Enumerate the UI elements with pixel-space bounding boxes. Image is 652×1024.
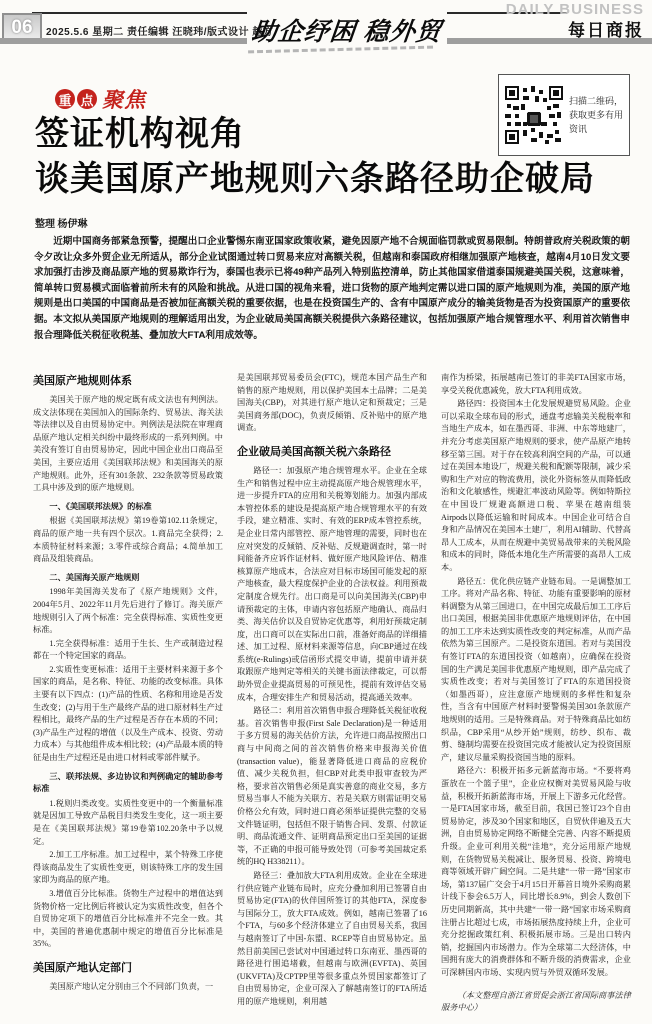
sub-heading: 二、美国海关原产地规则	[49, 572, 140, 582]
source-note: （本文整理自浙江省贸促会浙江省国际商事法律服务中心）	[441, 990, 631, 1013]
header-bar-left	[0, 38, 247, 44]
column-3	[441, 372, 631, 1022]
paragraph: 路径五：优化供应链产业链布局。一是调整加工工序。将对产品名称、特征、功能有重要影响的原材料调整为从第三国进口，在中国完成最后加工工序后出口美国，根据美国非优惠原产地规则评估，在中国的加工工序未达到实质性改变的判定标准，从而产品依然为第三国原产。二是投资东道国。若对与美国没有签订FTA的东道国投资（如越南），应确保在投资国的生产满足美国非优惠原产地规则，即产品完成了实质性改变；若对与美国签订了FTA的东道国投资（如墨西哥），应注意原产地规则的多样性和复杂性，当含有中国原产材料时要警惕美国301条款原产地规则的适用。三是特殊商品。对于特殊商品比如纺织品，CBP采用“从纱开始”规则，纺纱、织布、裁剪、缝制均需要在投资国完成才能被认定为投资国原产，建议尽量采购投资国当地的原料。	[441, 576, 631, 762]
sub-heading: 三、联邦法规、多边协议和判例确定的辅助参考标准	[33, 771, 223, 794]
qr-caption: 扫描二维码，获取更多有用资讯	[569, 96, 624, 134]
paragraph: 1.税则归类改变。实质性变更中的一个衡量标准就是因加工导致产品税目归类发生变化，这一项主要是在《美国联邦法规》第19卷第102.20条中予以规定。	[33, 798, 223, 846]
headline-line2: 谈美国原产地规则六条路径助企破局	[35, 160, 595, 198]
paragraph-continued: 南作为桥梁，拓展越南已签订的非美FTA国家市场，享受关税优惠减免，放大FTA利用成效。	[441, 373, 631, 395]
paragraph: 1.完全获得标准：适用于生长、生产或制造过程都在一个特定国家的商品。	[33, 638, 223, 661]
column-1	[33, 372, 223, 1022]
paragraph: 3.增值百分比标准。货物生产过程中的增值达到货物价格一定比例后将被认定为实质性改变，但各个自贸协定项下的增值百分比标准并不完全一致。其中，美国的普遍优惠制中规定的增值百分比标准是35%。	[33, 888, 223, 949]
paragraph: 美国原产地认定分别由三个不同部门负责，一	[49, 981, 214, 991]
tag-badge-2: 点	[77, 89, 97, 109]
section-heading: 美国原产地规则体系	[33, 375, 132, 387]
column-2	[237, 372, 427, 1022]
masthead-english: DAILY BUSINESS	[505, 1, 644, 18]
paragraph: 路径六：积极开拓多元新蓝海市场。“不要将鸡蛋放在一个篮子里”，企业应权衡对美贸易风险与收益，积极开拓新蓝海市场，开展上下游多元化经营。一是FTA国家市场，截至目前，我国已签订23个自由贸易协定，涉及30个国家和地区，自贸伙伴遍及五大洲，自由贸易协定网络不断健全完善、内容不断提质升级。企业可利用关税“洼地”，充分运用原产地规则，在货物贸易关税减让、服务贸易、投资、跨境电商等领域开辟广阔空间。二是共建“一带一路”国家市场，第137届广交会于4月15日开幕首日境外采购商累计线下参会6.5万人，同比增长8.9%，到会人数创下历史同期新高，其中共建“一带一路”国家市场采购商注册占比超过七成，市场拓展热度持续上升，企业可充分挖掘政策红利、积极拓展市场。三是出口转内销，挖掘国内市场潜力。作为全球第二大经济体，中国拥有庞大的消费群体和不断升级的消费需求，企业可深耕国内市场、实现内贸与外贸双循环发展。	[441, 766, 631, 977]
section-heading: 企业破局美国高额关税六条路径	[237, 445, 391, 458]
paragraph: 路径二：利用首次销售申报合理降低关税征收税基。首次销售申报(First Sale Declaration)是一种适用于多方贸易的海关估价方法，允许进口商品按照出口商与中间商之间的首次销售价格来申报海关价值(transaction value)，能显著降低进口商品的应税价值、减少关税负担，但CBP对此类申报审查较为严格，要求首次销售必须是真实善意的商业交易，多方贸易当事人不能为关联方、若是关联方则需证明交易价格公允有效，同时进口商必须举证提供完整的交易文件链证明，包括但不限于销售合同、发票、付款证明、商品流通文件、证明商品预定出口至美国的证据等，不正确的申报可能导致处罚（可参考美国裁定系统的HQ H338211）。	[237, 706, 427, 867]
campaign-banner: 助企纾困 稳外贸	[250, 18, 444, 46]
masthead-chinese: 每日商报	[568, 21, 644, 40]
paragraph: 美国关于原产地的规定既有成文法也有判例法。成文法体现在美国加入的国际条约、贸易法、海关法等法律以及自由贸易协定中。判例法是法院在审理商品原产地认定相关纠纷中最终形成的一系列判例。中美没有签订自由贸易协定，因此中国企业出口商品至美国，主要应适用《美国联邦法规》和美国海关的原产地规则。此外，还有301条款、232条款等贸易政策工具中涉及到的原产地规则。	[33, 395, 223, 493]
page-number: 06	[2, 13, 42, 43]
paragraph-continued: 是美国联邦贸易委员会(FTC)，规范本国产品生产和销售的原产地规则，用以保护美国本土品牌；二是美国海关(CBP)，对其进行原产地认定和预裁定；三是美国商务部(DOC)，负责反倾销、反补贴中的原产地调查。	[237, 373, 427, 433]
paragraph: 根据《美国联邦法规》第19卷第102.11条规定，商品的原产地一共有四个层次。1.商品完全获得；2.本质特征材料来源；3.零件或综合商品；4.简单加工商品及组装商品。	[33, 516, 223, 564]
headline-line1: 签证机构视角	[35, 115, 245, 153]
paragraph: 2.实质性变更标准：适用于主要材料来源于多个国家的商品，是名称、特征、功能的改变标准。具体主要有以下四点：(1)产品的性质、名称和用途是否发生改变；(2)与用于生产最终产品的进口原材料生产过程相比，最终产品的生产过程是否存在本质的不同；(3)产品生产过程的增值（以及生产成本、投资、劳动力成本）与其他组件成本相比较；(4)产品最本质的特征是由生产过程还是由进口材料或零部件赋予。	[33, 664, 223, 763]
section-tag	[55, 84, 146, 114]
paragraph: 路径一：加强原产地合规管理水平。企业在全球生产和销售过程中应主动提高原产地合规管理水平，进一步提升FTA的应用和关税筹划能力。加强内部成本管控体系的建设是提高原产地合规管理水平的有效手段，建立精准、实时、有效的ERP成本管控系统，是企业日常内部管控、原产地管理的需要，同时也在应对突发的反倾销、反补贴、反规避调查时，第一时间能备齐应诉作证材料、做好原产地风险评估、精准核算原产地成本，合法应对目标市场国可能发起的原产地核查，最大程度保护企业的合法权益。利用预裁定制度合规先行。出口商是可以向美国海关(CBP)申请预裁定的主体，申请内容包括原产地确认、商品归类、海关估价以及自贸协定优惠等，利用好预裁定制度，出口商可以在实际出口前，准备好商品的详细描述、加工过程、原材料来源等信息，向CBP通过在线系统(e-Rulings)或信函形式提交申请，提前申请并获取跟原产地判定等相关的关键书面法律裁定，可以帮助外贸企业提高贸易的可预见性，提前有效评估交易成本，合理安排生产和贸易活动，提高通关效率。	[237, 465, 427, 702]
tag-badge-1: 重	[55, 89, 75, 109]
paragraph: 2.加工工序标准。加工过程中，某个特殊工序使得该商品发生了实质性变更，则该特殊工序的发生国家即为商品的原产地。	[33, 850, 223, 885]
section-heading: 美国原产地认定部门	[33, 961, 132, 974]
tag-label: 聚焦	[102, 89, 146, 112]
qr-panel	[498, 74, 630, 156]
paragraph: 路径四：投资国本土化发展规避贸易风险。企业可以采取全球布局的形式，通盘考虑输美关税税率和当地生产成本，如在墨西哥、非洲、中东等地建厂，并充分考虑美国原产地规则的要求，使产品原产地转移至第三国。对于存在较高利润空间的产品，可以通过在美国本地设厂，规避关税和配额等限制，减少采购和生产对应的物流费用，淡化外资标签从而降低政治和文化敏感性，规避汇率波动风险等。例如特斯拉在中国设厂规避高额进口税、苹果在越南组装Airpods以降低运输和时间成本。中国企业可结合自身和产品情况在美国本土建厂，利用AI辅助、代替高昂人工成本，从而在规避中美贸易战带来的关税风险和成本的同时，降低本地化生产所需要的高昂人工成本。	[441, 399, 631, 572]
header-rule-left	[32, 12, 247, 14]
article-lede: 近期中国商务部紧急预警，提醒出口企业警惕东南亚国家政策收紧，避免因原产地不合规面临罚款或贸易限制。特朗普政府关税政策的朝令夕改让众多外贸企业无所适从，部分企业试图通过转口贸易来应对高额关税，但越南和泰国政府相继加强原产地核查，越南4月10日发文要求加强打击涉及商品原产地的贸易欺诈行为，泰国也表示已将49种产品列入特别监控清单，防止其他国家借道泰国规避美国关税，这意味着，简单转口贸易模式面临着前所未有的风险和挑战。从进口国的视角来看，进口货物的原产地判定需以进口国的原产地规则为准，美国的原产地规则是出口美国的中国商品是否被加征高额关税的重要依据，也是在投资国生产的、含有中国原产成分的输美货物是否为投资国原产的重要依据。本文拟从美国原产地规则的理解适用出发，为企业破局美国高额关税提供六条路径建议，包括加强原产地合规管理水平、利用首次销售申报合理降低关税征收税基、叠加放大FTA利用成效等。	[34, 236, 630, 341]
sub-heading: 一、《美国联邦法规》的标准	[49, 501, 152, 511]
paragraph: 路径三：叠加放大FTA利用成效。企业在全球进行供应链产业链布局时，应充分叠加利用已签署自由贸易协定(FTA)的伙伴国所签订的其他FTA，深度参与国际分工，放大FTA成效。例如，越南已签署了16个FTA，与60多个经济体建立了自由贸易关系，我国与越南签订了中国-东盟、RCEP等自由贸易协定。虽然目前美国已尝试对中国通过转口东南亚、墨西哥的路径进行围追堵截，但越南与欧洲(EVFTA)、英国(UKVFTA)及CPTPP里等很多重点外贸国家都签订了自由贸易协定，企业可深入了解越南签订的FTA所适用的原产地规则，利用越	[237, 870, 427, 1006]
article-body	[33, 372, 633, 1022]
paragraph: 1998年美国海关发布了《原产地规则》文件，2004年5月、2022年11月先后进行了修订。海关原产地规则引入了两个标准：完全获得标准、实质性变更标准。	[33, 587, 223, 635]
dateline: 2025.5.6 星期二 责任编辑 汪晓玮/版式设计 越方	[46, 27, 274, 38]
byline: 整理 杨伊琳	[35, 219, 88, 230]
qr-code-icon	[505, 86, 563, 144]
